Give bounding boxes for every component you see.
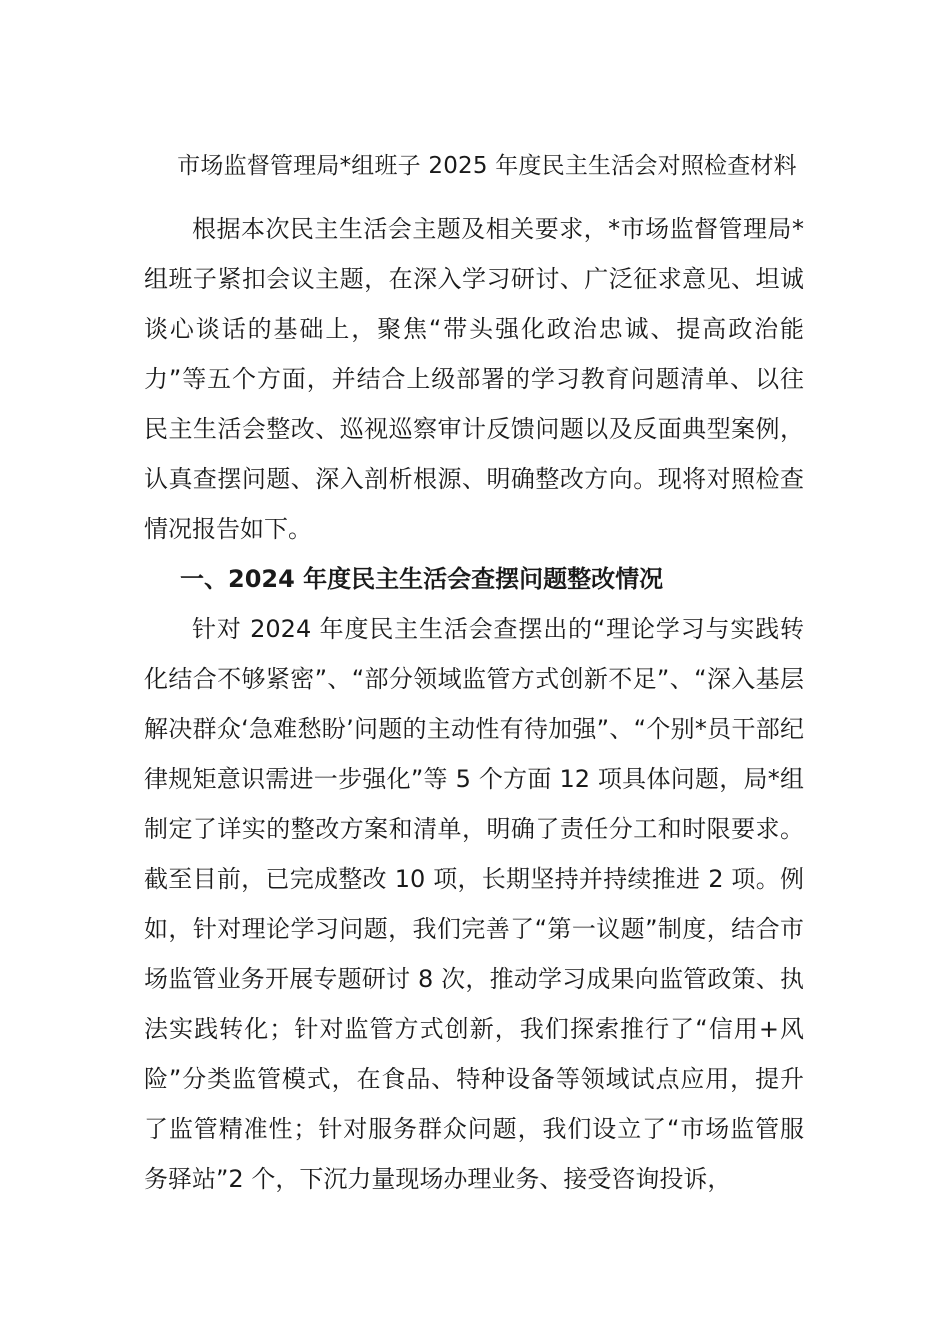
intro-paragraph: 根据本次民主生活会主题及相关要求，*市场监督管理局*组班子紧扣会议主题，在深入学习研讨、广泛征求意见、坦诚谈心谈话的基础上，聚焦“带头强化政治忠诚、提高政治能力”等五个方面，并结合上级部署的学习教育问题清单、以往民主生活会整改、巡视巡察审计反馈问题以及反面典型案例，认真查摆问题、深入剖析根源、明确整改方向。现将对照检查情况报告如下。: [144, 215, 804, 543]
document-title: 市场监督管理局*组班子 2025 年度民主生活会对照检查材料: [177, 153, 797, 179]
section-paragraph: 针对 2024 年度民主生活会查摆出的“理论学习与实践转化结合不够紧密”、“部分领域监管方式创新不足”、“深入基层解决群众‘急难愁盼’问题的主动性有待加强”、“个别*员干部纪律规矩意识需进一步强化”等 5 个方面 12 项具体问题，局*组制定了详实的整改方案和清单，明确了责任分工和时限要求。截至目前，已完成整改 10 项，长期坚持并持续推进 2 项。例如，针对理论学习问题，我们完善了“第一议题”制度，结合市场监管业务开展专题研讨 8 次，推动学习成果向监管政策、执法实践转化；针对监管方式创新，我们探索推行了“信用+风险”分类监管模式，在食品、特种设备等领域试点应用，提升了监管精准性；针对服务群众问题，我们设立了“市场监管服务驿站”2 个，下沉力量现场办理业务、接受咨询投诉，: [144, 615, 804, 1193]
section-heading: 一、2024 年度民主生活会查摆问题整改情况: [180, 565, 664, 593]
document-body: [144, 204, 804, 1204]
